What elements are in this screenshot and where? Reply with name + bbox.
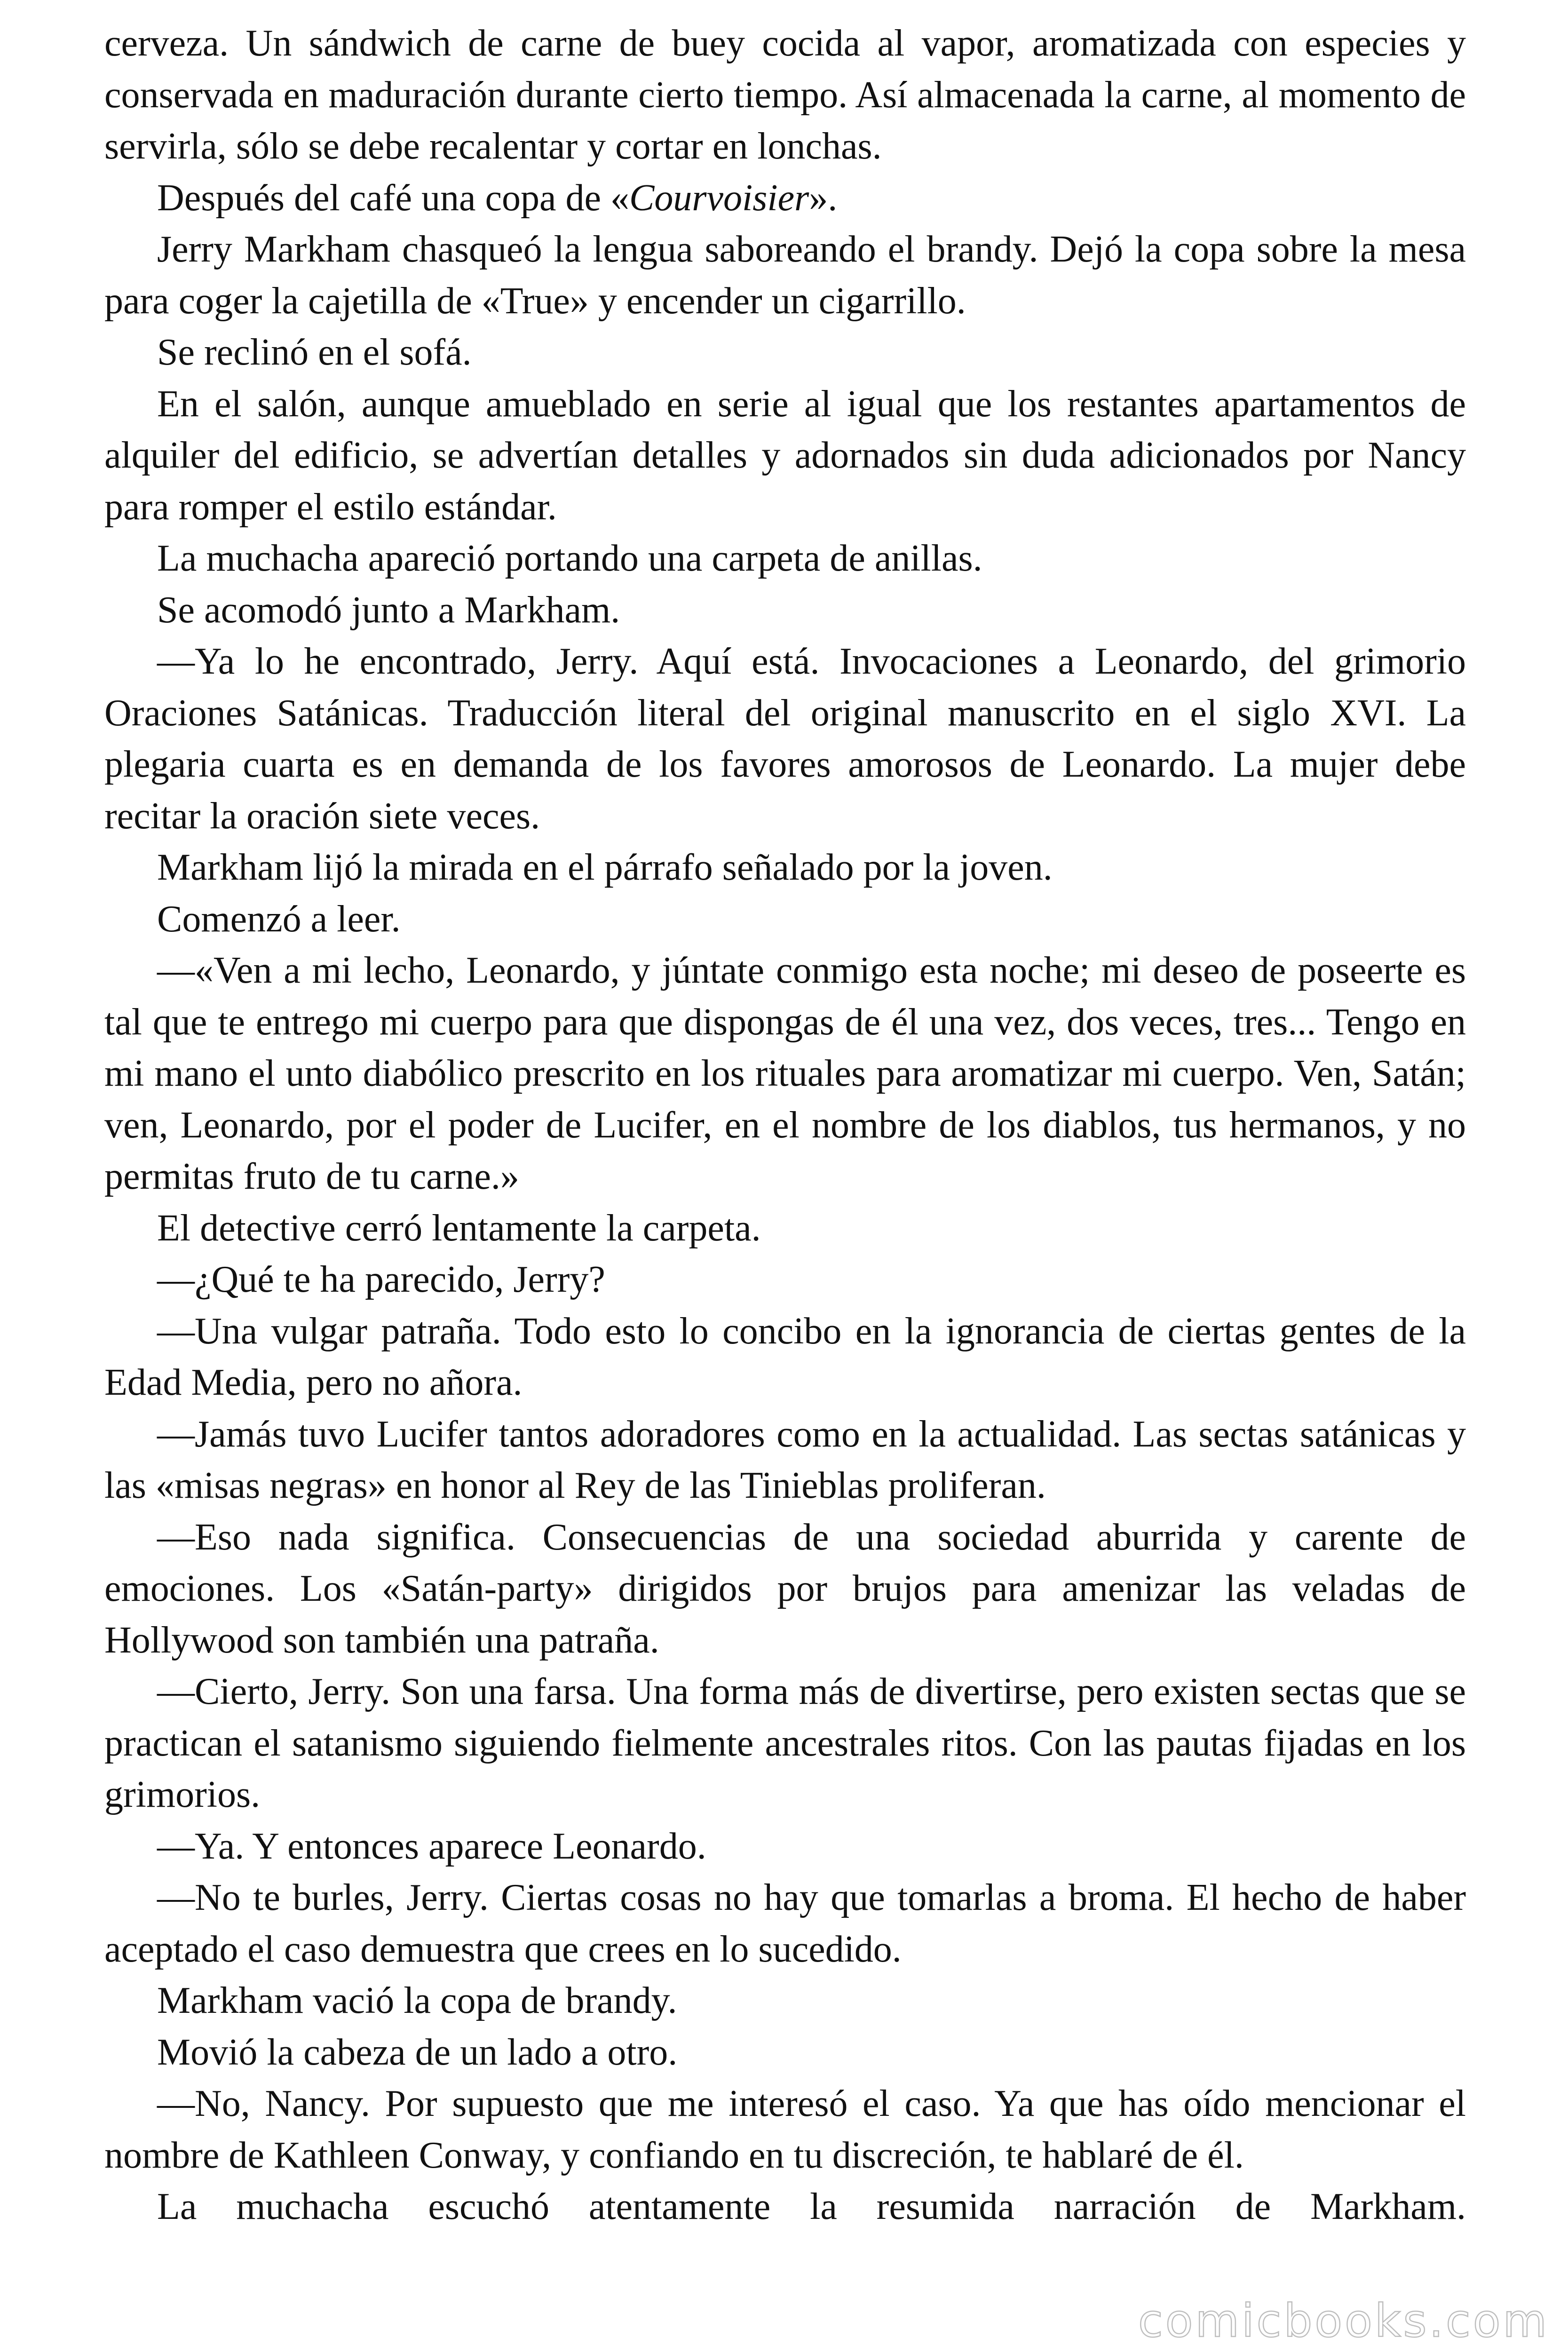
text-run: Markham lijó la mirada en el párrafo señalado por la joven.: [157, 847, 1053, 888]
paragraph: [104, 1306, 1466, 1409]
text-run: ».: [809, 177, 838, 219]
paragraph: [104, 894, 1466, 946]
paragraph: [104, 2078, 1466, 2181]
paragraph: [104, 2181, 1466, 2233]
text-run: Se acomodó junto a Markham.: [157, 589, 620, 631]
text-run: —Cierto, Jerry. Son una farsa. Una forma más de divertirse, pero existen sectas que se practican el satanismo siguiendo fielmente ancestrales ritos. Con las pautas fijadas en los grimorios.: [104, 1671, 1466, 1815]
paragraph: [104, 945, 1466, 1203]
text-run: —Jamás tuvo Lucifer tantos adoradores como en la actualidad. Las sectas satánicas y las «misas negras» en honor al Rey de las Tinieblas proliferan.: [104, 1413, 1466, 1506]
text-run: La muchacha apareció portando una carpeta de anillas.: [157, 538, 982, 579]
text-run: —Eso nada significa. Consecuencias de una sociedad aburrida y carente de emociones. Los «Satán-party» dirigidos por brujos para amenizar las veladas de Hollywood son también una patraña.: [104, 1516, 1466, 1661]
paragraph: [104, 173, 1466, 224]
text-run: —No, Nancy. Por supuesto que me interesó el caso. Ya que has oído mencionar el nombre de Kathleen Conway, y confiando en tu discreción, te hablaré de él.: [104, 2083, 1466, 2176]
paragraph: [104, 636, 1466, 842]
text-run: —Ya lo he encontrado, Jerry. Aquí está. Invocaciones a Leonardo, del grimorio Oraciones Satánicas. Traducción literal del original manuscrito en el siglo XVI. La plegaria cuarta es en demanda de los favores amorosos de Leonardo. La mujer debe recitar la oración siete veces.: [104, 641, 1466, 837]
paragraph: [104, 18, 1466, 173]
paragraph: [104, 1821, 1466, 1873]
text-run: En el salón, aunque amueblado en serie al igual que los restantes apartamentos de alquiler del edificio, se advertían detalles y adornados sin duda adicionados por Nancy para romper el estilo estándar.: [104, 383, 1466, 528]
text-run: Jerry Markham chasqueó la lengua saboreando el brandy. Dejó la copa sobre la mesa para coger la cajetilla de «True» y encender un cigarrillo.: [104, 229, 1466, 322]
paragraph: [104, 1512, 1466, 1667]
text-run: —Una vulgar patraña. Todo esto lo concibo en la ignorancia de ciertas gentes de la Edad Media, pero no añora.: [104, 1310, 1466, 1403]
paragraph: [104, 327, 1466, 379]
paragraph: [104, 1872, 1466, 1975]
text-run: Movió la cabeza de un lado a otro.: [157, 2031, 678, 2073]
text-run: —«Ven a mi lecho, Leonardo, y júntate conmigo esta noche; mi deseo de poseerte es tal que te entrego mi cuerpo para que dispongas de él una vez, dos veces, tres... Tengo en mi mano el unto diabólico prescrito en los rituales para aromatizar mi cuerpo. Ven, Satán; ven, Leonardo, por el poder de Lucifer, en el nombre de los diablos, tus hermanos, y no permitas fruto de tu carne.»: [104, 950, 1466, 1197]
paragraph: [104, 1254, 1466, 1306]
paragraph: [104, 224, 1466, 327]
paragraph: [104, 585, 1466, 636]
italic-text: Courvoisier: [629, 177, 809, 219]
text-run: cerveza. Un sándwich de carne de buey cocida al vapor, aromatizada con especies y conservada en maduración durante cierto tiempo. Así almacenada la carne, al momento de servirla, sólo se debe recalentar y cortar en lonchas.: [104, 23, 1466, 167]
text-run: Se reclinó en el sofá.: [157, 332, 472, 373]
paragraph: [104, 1975, 1466, 2027]
paragraph: [104, 533, 1466, 585]
body-text: [104, 18, 1466, 2233]
paragraph: [104, 2027, 1466, 2079]
text-run: Después del café una copa de «: [157, 177, 629, 219]
text-run: Markham vació la copa de brandy.: [157, 1980, 677, 2021]
paragraph: [104, 1666, 1466, 1821]
text-run: —¿Qué te ha parecido, Jerry?: [157, 1259, 605, 1300]
text-run: —Ya. Y entonces aparece Leonardo.: [157, 1825, 706, 1867]
text-run: —No te burles, Jerry. Ciertas cosas no hay que tomarlas a broma. El hecho de haber aceptado el caso demuestra que crees en lo sucedido.: [104, 1877, 1466, 1970]
paragraph: [104, 842, 1466, 894]
paragraph: [104, 1409, 1466, 1512]
watermark: comicbooks.com: [1138, 2295, 1549, 2347]
paragraph: [104, 1203, 1466, 1255]
text-run: La muchacha escuchó atentamente la resumida narración de Markham.: [157, 2186, 1466, 2227]
text-run: Comenzó a leer.: [157, 898, 401, 940]
text-run: El detective cerró lentamente la carpeta.: [157, 1207, 761, 1249]
paragraph: [104, 379, 1466, 533]
